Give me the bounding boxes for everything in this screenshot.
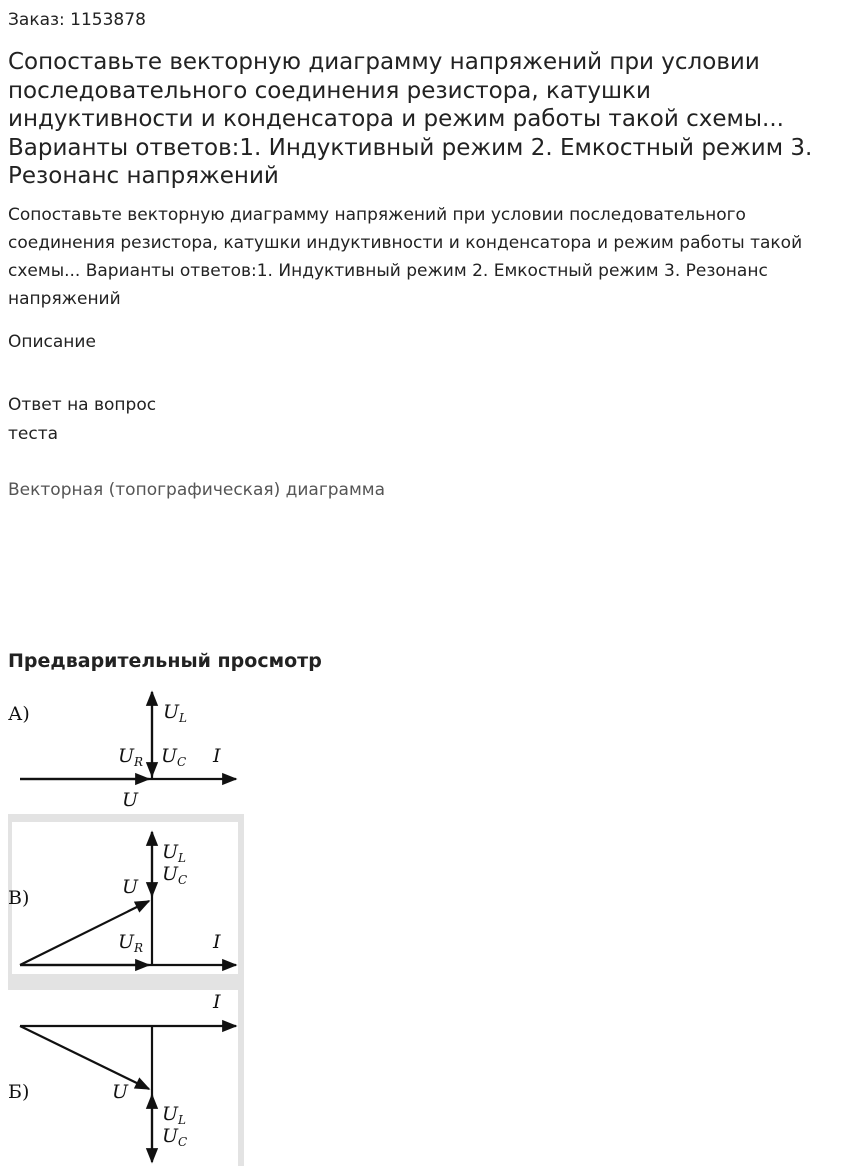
label-ur: $U_R$ bbox=[118, 745, 144, 769]
label-i: I bbox=[213, 991, 221, 1013]
label-ul: $U_L$ bbox=[163, 701, 187, 725]
label-u: U bbox=[122, 789, 139, 811]
answer-label: Ответ на вопрос теста bbox=[8, 395, 157, 444]
diagram-panel-b bbox=[8, 991, 236, 1162]
question-text: Сопоставьте векторную диаграмму напряжений при условии последовательного соединения резистора, катушки индуктивности и конденсатора и режим работы такой схемы... Варианты ответов:1. Индуктивный режим 2. Емкостный режим 3. Резонанс напряжений bbox=[8, 205, 803, 309]
label-i: I bbox=[213, 745, 221, 767]
vector-u bbox=[20, 1026, 149, 1089]
label-u: U bbox=[112, 1081, 129, 1103]
diagram-panel-v bbox=[8, 832, 236, 965]
order-number: Заказ: 1153878 bbox=[8, 10, 146, 30]
preview-image bbox=[8, 686, 244, 1166]
label-ul: $U_L$ bbox=[162, 1103, 186, 1127]
page-title: Сопоставьте векторную диаграмму напряжений при условии последовательного соединения резистора, катушки индуктивности и конденсатора и режим работы такой схемы... Варианты ответов:1. Индуктивный режим 2. Емкостный режим 3. Резонанс напряжений bbox=[8, 49, 813, 189]
diagram-panel-a bbox=[8, 692, 236, 811]
label-uc: $U_C$ bbox=[162, 863, 188, 887]
label-ur: $U_R$ bbox=[118, 931, 144, 955]
option-label-b: Б) bbox=[8, 1081, 30, 1103]
option-label-a: А) bbox=[8, 703, 30, 725]
option-label-v: В) bbox=[8, 887, 30, 909]
label-i: I bbox=[213, 931, 221, 953]
label-uc: $U_C$ bbox=[161, 745, 187, 769]
label-u: U bbox=[122, 876, 139, 898]
answer-value: Векторная (топографическая) диаграмма bbox=[8, 480, 386, 500]
description-label: Описание bbox=[8, 332, 96, 352]
panel-separator bbox=[8, 814, 244, 822]
panel-border bbox=[238, 814, 244, 1166]
label-uc: $U_C$ bbox=[162, 1125, 188, 1149]
preview-heading: Предварительный просмотр bbox=[8, 650, 322, 672]
panel-separator bbox=[8, 974, 244, 990]
label-ul: $U_L$ bbox=[162, 841, 186, 865]
